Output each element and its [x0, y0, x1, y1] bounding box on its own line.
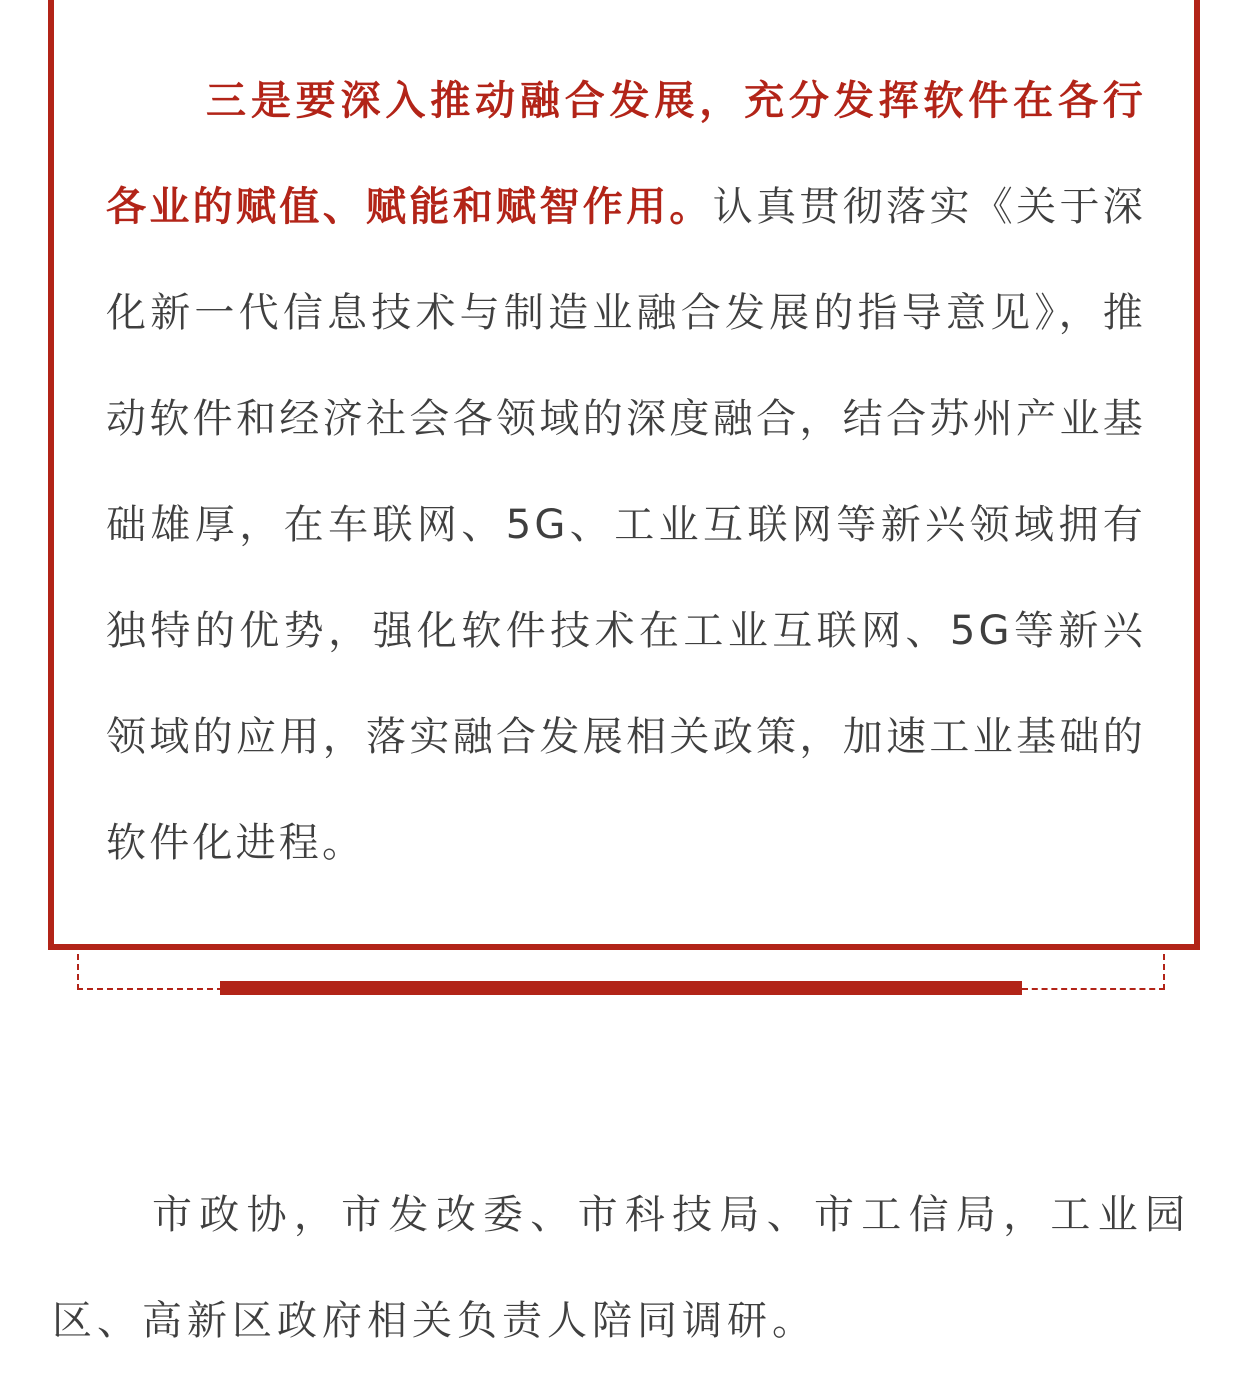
body-text: 认真贯彻落实《关于深化新一代信息技术与制造业融合发展的指导意见》，推动软件和经济社会各领域的深度融合，结合苏州产业基础雄厚，在车联网、5G、工业互联网等新兴领域拥有独特的优势，强化软件技术在工业互联网、5G等新兴领域的应用，落实融合发展相关政策，加速工业基础的软件化进程。: [106, 184, 1146, 866]
dashed-decoration-right: [1022, 944, 1165, 990]
footer-paragraph: 市政协，市发改委、市科技局、市工信局，工业园区、高新区政府相关负责人陪同调研。: [52, 1192, 1190, 1344]
highlight-text: 三是要深入推动融合发展，充分发挥软件在各行各业的赋值、赋能和赋智作用。: [106, 78, 1146, 230]
dashed-decoration-left: [77, 944, 223, 990]
frame-paragraph: [106, 48, 1146, 896]
content-frame: [48, 0, 1200, 950]
red-divider-bar: [220, 981, 1022, 995]
